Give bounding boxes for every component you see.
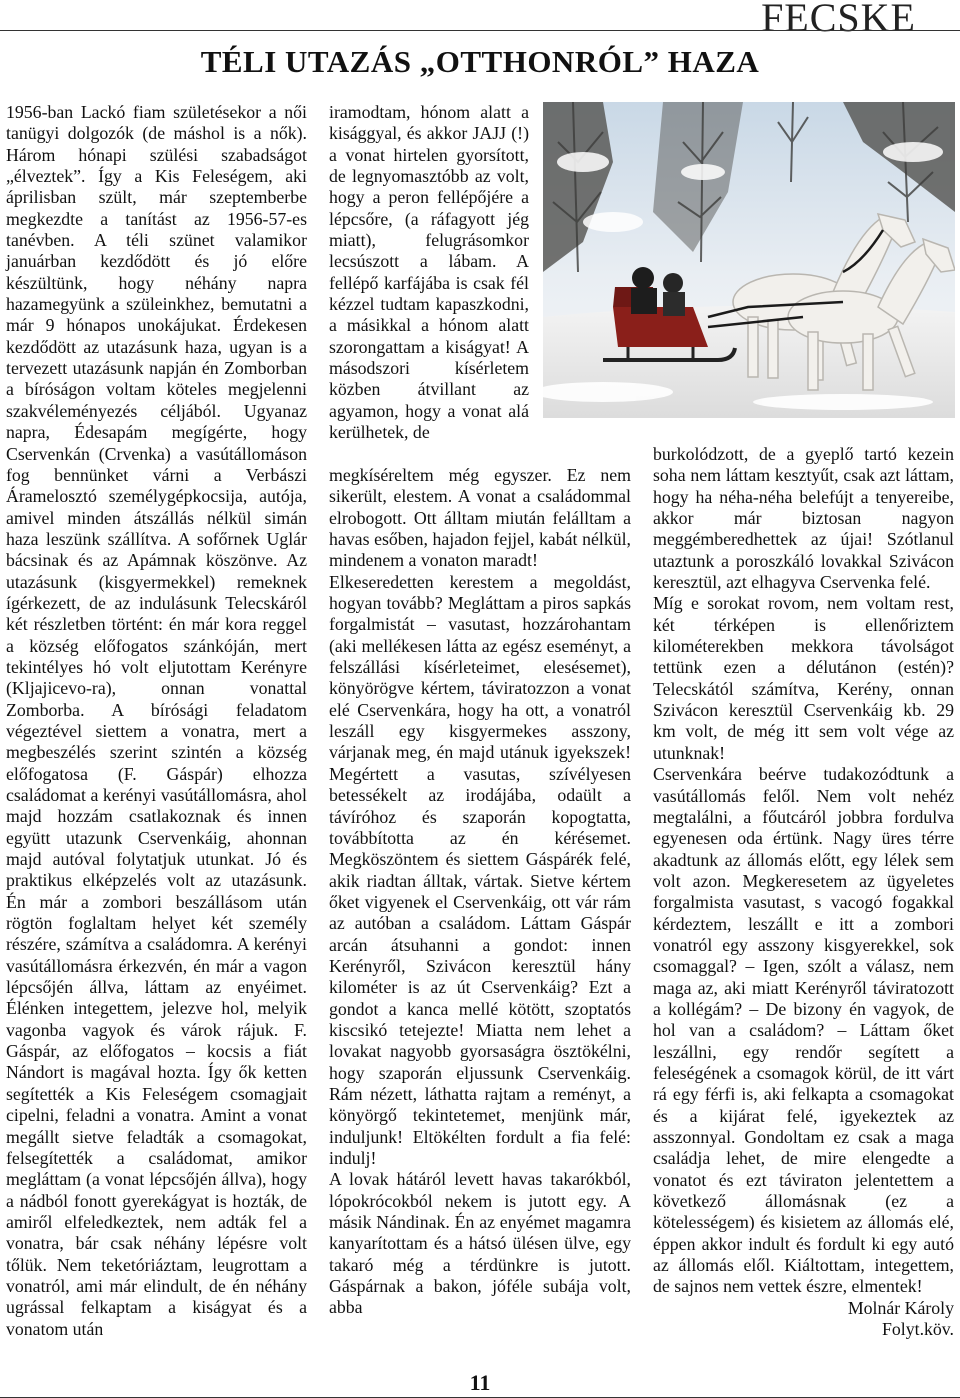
article-column-2-top (329, 102, 529, 444)
paragraph: 1956-ban Lackó fiam születésekor a női tanügyi dolgozók (de máshol is a nők). Három hónapi szülési szabadságot „élveztek”. Így a Kis Feleségem, aki áprilisban szült, már szeptemberbe megkezdte a tanítást az 1956-57-es tanévben. A téli szünet valamikor januárban kezdődött és jó előre készültünk, hogy néhány napra hazamegyünk a szüleinkhez, bemutatni a már 9 hónapos unokájukat. Érdekesen kezdődött az utazásunk haza, ugyan is a tervezett utazásunk napján én Zomborban a bíróságon voltam köteles megjelenni szakvéleményezés céljából. Ugyanaz napra, Édesapám megígérte, hogy Cservenkán (Crvenka) a vasútállomáson fog bennünket várni a Verbászi Áramelosztó személygépkocsija, autója, amivel minden átszállás nélkül simán haza leszünk szállítva. A sofőrnek Uglár bácsinak és az Apámnak köszönve. Az utazásunk (kisgyermekkel) remeknek ígérkezett, de az indulásunk Telecskáról két részletben történt: én már kora reggel a község előfogatos szánkóján, mert tekintélyes hó volt eljutottam Kerényre (Kljajicevo-ra), onnan vonattal Zomborba. A bírósági feladatom végeztével siettem a vonatra, mert a megbeszélés szerint szintén a község előfogatosa (F. Gáspár) elhozza családomat a kerényi vasútállomásra, ahol majd hozzám csatlakoznak és innen együtt utazunk Cservenkáig, ahonnan majd autóval folytatjuk utunkat. Jó és praktikus elképzelés volt az utazásunk. Én már a zombori beszállásom után rögtön foglaltam helyet két személy részére, számítva a családomra. A kerényi vasútállomásra érkezvén, én már a vagon lépcsőjén állva, láttam az enyéimet. Élénken integettem, jelezve hol, melyik vagonba vagyok és várok rájuk. F. Gáspár, az előfogatos – kocsis a fiát Nándort is magával hozta. Így ők ketten segítették a Kis Feleségem csomagjait cipelni, feladni a vonatra. Amint a vonat megállt sietve feladták a csomagokat, felsegítették a családomat, amikor megláttam (a vonat lépcsőjén állva), hogy a nádból fonott gyerekágyat is hozták, de amiről elfeledkeztek, nem adták fel a vonatra, bár csak néhány lépésre volt tőlük. Nem teketóriáztam, leugrottam a vonatról, ami már elindult, de én néhány ugrással felkaptam a kiságyat és a vonatom után (6, 102, 307, 1339)
continued-note: Folyt.köv. (882, 1319, 954, 1340)
paragraph: Míg e sorokat rovom, nem voltam rest, két térképen is ellenőriztem kilométerekben mekkora távolságot tettünk ezen a délutánon (estén)? Telecskától számítva, Kerény, onnan Szivácon keresztül Cservenkáig kb. 29 km volt, de még itt sem volt vége az utunknak! (653, 593, 954, 763)
author-signature: Molnár Károly (847, 1297, 954, 1318)
paragraph: iramodtam, hónom alatt a kisággyal, és akkor JAJJ (!) a vonat hirtelen gyorsított, de legnyomasztóbb az volt, hogy a peron fellépőjére a lépcsőre, (a ráfagyott jég miatt), felugrásomkor lecsúszott a lábam. A fellépő karfájába is csak fél kézzel tudtam kapaszkodni, a másikkal a hónom alatt szorongattam a kiságyat! A másodszori kísérletem közben átvillant az agyamon, hogy a vonat alá kerülhetek, de (329, 102, 529, 443)
paragraph: Elkeseredetten kerestem a megoldást, hogyan tovább? Megláttam a piros sapkás forgalmistát – vasutast, hozzárohantam (aki mellékesen látta az egész eseményt, a felszállási kísérleteimet, elesésemet), könyörögve kértem, táviratozzon a vonat elé Cservenkára, hogy ha ott, a vonatról leszáll egy kisgyermekes asszony, várjanak meg, én majd utánuk igyekszek! Megértett a vasutas, szívélyesen betessékelt az irodájába, odaült a távíróhoz és szaporán kopogtatta, továbbította az én kérésemet. Megköszöntem és siettem Gáspárék felé, akik riadtan álltak, vártak. Sietve kértem őket vigyenek el Cservenkáig, ott vár rám az autóban a családom. Láttam Gáspár arcán átsuhanni a gondot: innen Kerényről, Szivácon keresztül hány kilométer is az út Cservenkáig? Ezt a gondot a kanca mellé kötött, szoptatós kiscsikó tetejezte! Miatta nem lehet a lovakat nagyobb gyorsaságra ösztökélni, hogy szaporán eljussunk Cservenkáig. Rám nézett, láthatta rajtam a reményt, a könyörgő tekintetemet, menjünk már, induljunk! Eltökélten fordult a fia felé: indulj! (329, 571, 631, 1168)
paragraph: A lovak hátáról levett havas takarókból, lópokrócokból nekem is jutott egy. A másik Nándinak. Én az enyémet magamra kanyarítottam és a hátsó ülésen ülve, egy takaró még a térdünkre is jutott. Gáspárnak a bakon, jóféle subája volt, abba (329, 1169, 631, 1318)
page-number: 11 (469, 1370, 491, 1395)
article-column-1 (6, 102, 307, 1340)
header-rule (0, 30, 960, 31)
paragraph: Cservenkára beérve tudakozódtunk a vasútállomás felől. Nem volt nehéz megtalálni, a főutcáról jobbra fordulva egyenesen oda értünk. Nagy üres térre akadtunk az állomás előtt, egy lélek sem volt azon. Megkeresetem az ügyeletes forgalmista vasutast, s vacogó fogakkal kérdeztem, leszállt e itt a zombori vonatról egy asszony kisgyerekkel, sok csomaggal? – Igen, szólt a válasz, nem maga az, aki miatt Kerényről táviratozott a kollégám? – De bizony én vagyok, de hol van a családom? – Láttam őket leszállni, egy rendőr segített a feleségének a csomagok körül, de itt várt rá egy férfi is, aki felkapta a csomagokat és a kijárat felé, igyekeztek az asszonnyal. Gondoltam ez csak a maga családja lehet, de mire elengedte a vonatot és ezt táviraton jelentettem a következő állomásnak (ez a kötelességem) és kisietem az állomás elé, éppen akkor indult és fordult ki egy autó az állomás elől. Kiáltottam, integettem, de sajnos nem vettek észre, elmentek! (653, 764, 954, 1297)
magazine-masthead: FECSKE (761, 0, 916, 40)
paragraph: megkíséreltem még egyszer. Ez nem sikerült, elestem. A vonat a családommal elrobogott. Ott álltam miután felálltam a havas esőben, hajadon fejjel, kabát nélkül, mindenem a vonaton maradt! (329, 465, 631, 571)
horse-sleigh-photo (543, 102, 955, 418)
article-column-2-bottom (329, 465, 631, 1319)
photo-illustration (543, 102, 955, 418)
article-column-3 (653, 444, 954, 1340)
paragraph: burkolódzott, de a gyeplő tartó kezein soha nem láttam kesztyűt, csak azt láttam, hogy ha néha-néha belefújt a tenyereibe, akkor már biztosan nagyon meggémberedhettek az újai! Szótlanul utaztunk a poroszkáló lovakkal Szivácon keresztül, azt elhagyva Cservenka felé. (653, 444, 954, 593)
article-title: TÉLI UTAZÁS „OTTHONRÓL” HAZA (200, 44, 760, 79)
